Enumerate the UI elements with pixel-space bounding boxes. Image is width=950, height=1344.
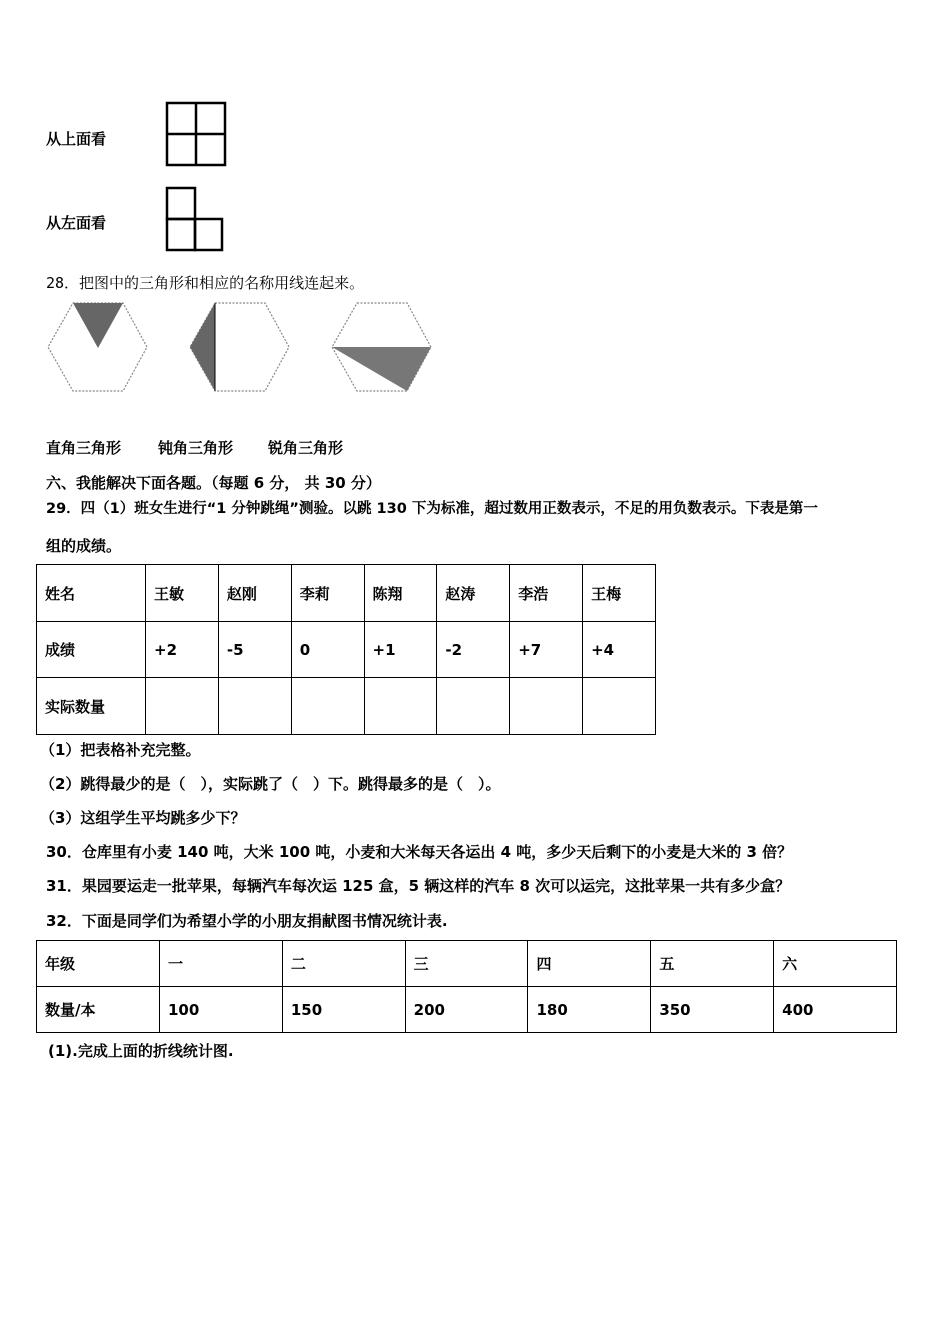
score-cell: 0 <box>291 622 364 678</box>
name-right: 直角三角形 <box>46 439 122 457</box>
answer-cell[interactable] <box>583 678 656 735</box>
q32-sub-1: (1).完成上面的折线统计图. <box>48 1042 234 1060</box>
name-cell: 王梅 <box>583 565 656 622</box>
header-cell: 数量/本 <box>37 987 160 1033</box>
answer-cell[interactable] <box>437 678 510 735</box>
grade-cell: 六 <box>774 941 897 987</box>
q29-sub-2: （2）跳得最少的是（ ），实际跳了（ ）下。跳得最多的是（ ）。 <box>40 775 501 793</box>
q30-text: 30．仓库里有小麦 140 吨，大米 100 吨，小麦和大米每天各运出 4 吨，多少天后剩下的小麦是大米的 3 倍？ <box>46 843 793 861</box>
left-view-figure <box>164 185 226 253</box>
count-cell: 180 <box>528 987 651 1033</box>
score-cell: -2 <box>437 622 510 678</box>
q28-text: 28．把图中的三角形和相应的名称用线连起来。 <box>46 274 365 292</box>
jump-rope-table <box>36 564 656 735</box>
obtuse-triangle <box>332 347 431 391</box>
acute-triangle <box>73 303 123 348</box>
count-cell: 400 <box>774 987 897 1033</box>
count-cell: 350 <box>651 987 774 1033</box>
count-cell: 200 <box>405 987 528 1033</box>
q31-text: 31．果园要运走一批苹果，每辆汽车每次运 125 盒，5 辆这样的汽车 8 次可以运完，这批苹果一共有多少盒？ <box>46 877 791 895</box>
score-cell: -5 <box>218 622 291 678</box>
name-cell: 王敏 <box>146 565 219 622</box>
header-cell: 姓名 <box>37 565 146 622</box>
hexagon-figures <box>45 300 445 395</box>
score-cell: +7 <box>510 622 583 678</box>
score-cell: +4 <box>583 622 656 678</box>
top-view-figure <box>164 100 228 168</box>
name-cell: 陈翔 <box>364 565 437 622</box>
score-cell: +1 <box>364 622 437 678</box>
name-cell: 李莉 <box>291 565 364 622</box>
q32-text: 32．下面是同学们为希望小学的小朋友捐献图书情况统计表. <box>46 912 448 930</box>
q29-sub-1: （1）把表格补充完整。 <box>40 741 201 759</box>
name-acute: 锐角三角形 <box>268 439 344 457</box>
score-cell: +2 <box>146 622 219 678</box>
q29-text-2: 组的成绩。 <box>46 537 122 555</box>
header-cell: 成绩 <box>37 622 146 678</box>
answer-cell[interactable] <box>218 678 291 735</box>
name-cell: 赵涛 <box>437 565 510 622</box>
name-cell: 赵刚 <box>218 565 291 622</box>
header-cell: 实际数量 <box>37 678 146 735</box>
count-cell: 100 <box>160 987 283 1033</box>
q29-sub-3: （3）这组学生平均跳多少下？ <box>40 809 246 827</box>
grade-cell: 四 <box>528 941 651 987</box>
grade-cell: 二 <box>282 941 405 987</box>
left-view-label: 从左面看 <box>46 214 107 232</box>
answer-cell[interactable] <box>364 678 437 735</box>
top-view-label: 从上面看 <box>46 130 107 148</box>
header-cell: 年级 <box>37 941 160 987</box>
name-cell: 李浩 <box>510 565 583 622</box>
book-donation-table <box>36 940 897 1033</box>
answer-cell[interactable] <box>510 678 583 735</box>
grade-cell: 三 <box>405 941 528 987</box>
answer-cell[interactable] <box>146 678 219 735</box>
right-triangle <box>190 303 215 391</box>
count-cell: 150 <box>282 987 405 1033</box>
answer-cell[interactable] <box>291 678 364 735</box>
section-6-heading: 六、我能解决下面各题。（每题 6 分， 共 30 分） <box>46 474 381 492</box>
name-obtuse: 钝角三角形 <box>158 439 234 457</box>
grade-cell: 五 <box>651 941 774 987</box>
q29-text: 29．四（1）班女生进行“1 分钟跳绳”测验。以跳 130 下为标准，超过数用正数表示，不足的用负数表示。下表是第一 <box>46 501 818 517</box>
grade-cell: 一 <box>160 941 283 987</box>
